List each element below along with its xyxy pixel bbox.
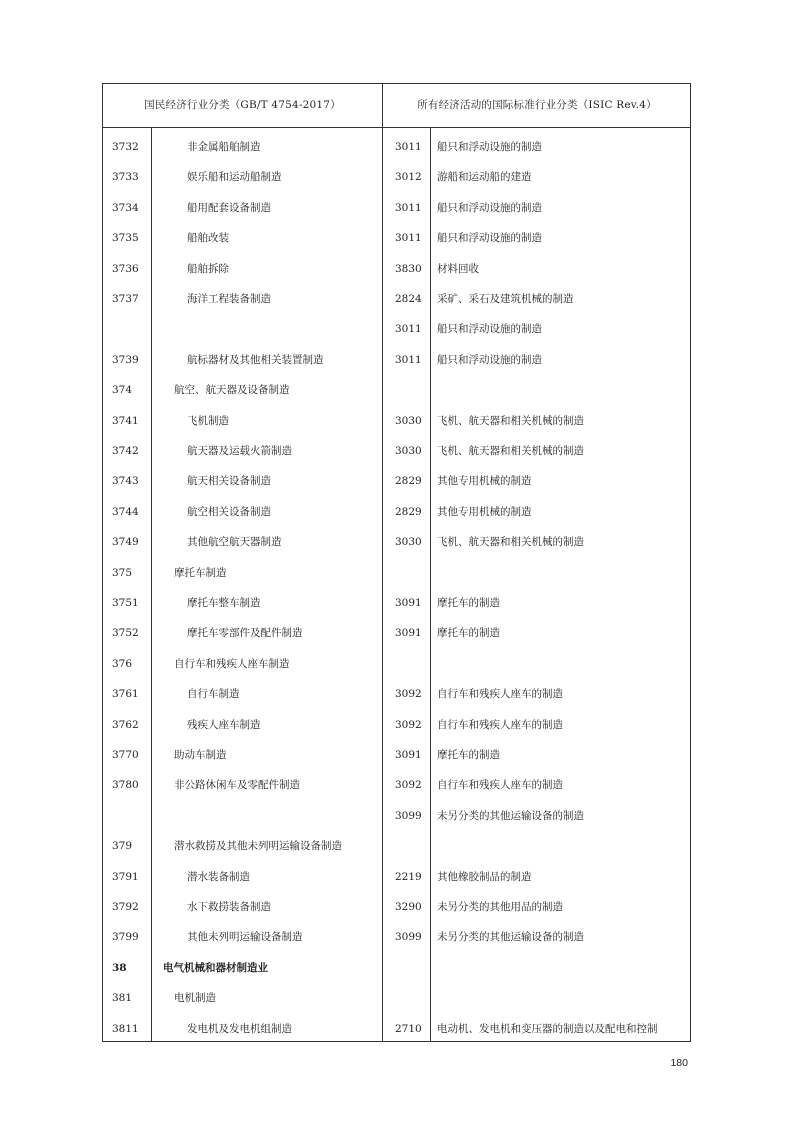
gbt-name: 摩托车整车制造 (187, 597, 261, 609)
table-row (103, 892, 690, 922)
gbt-code: 3741 (112, 414, 139, 427)
gbt-code: 3743 (112, 475, 139, 488)
gbt-code: 375 (112, 566, 133, 579)
isic-code: 2710 (395, 1022, 422, 1035)
classification-table (102, 83, 691, 1042)
isic-code: 3099 (395, 931, 422, 944)
table-row (103, 193, 690, 223)
isic-code: 2824 (395, 293, 422, 305)
isic-name: 船只和浮动设施的制造 (437, 201, 542, 214)
gbt-name: 自行车和残疾人座车制造 (174, 657, 290, 670)
table-row (103, 710, 690, 740)
table-row (103, 618, 690, 648)
gbt-code: 3799 (112, 931, 139, 944)
gbt-name: 航空相关设备制造 (187, 505, 271, 518)
table-row (103, 406, 690, 436)
gbt-name: 电气机械和器材制造业 (163, 961, 268, 974)
gbt-code: 374 (112, 384, 133, 397)
gbt-name: 航天相关设备制造 (187, 475, 271, 488)
table-row (103, 862, 690, 892)
isic-code: 3091 (395, 749, 422, 761)
isic-code: 3091 (395, 627, 422, 640)
gbt-code: 381 (112, 992, 133, 1005)
gbt-name: 船用配套设备制造 (187, 201, 271, 214)
isic-name: 摩托车的制造 (437, 597, 500, 609)
table-row (103, 649, 690, 679)
gbt-code: 3732 (112, 141, 139, 153)
gbt-code: 3761 (112, 688, 139, 701)
isic-code: 3011 (395, 353, 422, 366)
gbt-code: 38 (112, 961, 127, 974)
table-row (103, 497, 690, 527)
table-row (103, 922, 690, 952)
gbt-name: 娱乐船和运动船制造 (187, 171, 282, 184)
isic-code: 3099 (395, 809, 422, 822)
gbt-code: 3739 (112, 353, 139, 366)
isic-code: 3092 (395, 779, 422, 792)
isic-name: 摩托车的制造 (437, 627, 500, 640)
table-row (103, 375, 690, 405)
isic-name: 飞机、航天器和相关机械的制造 (437, 445, 584, 457)
page-number: 180 (670, 1057, 688, 1069)
isic-code: 3091 (395, 597, 422, 609)
gbt-code: 3737 (112, 293, 139, 305)
gbt-name: 海洋工程装备制造 (187, 293, 271, 305)
isic-code: 3030 (395, 414, 422, 427)
isic-name: 未另分类的其他运输设备的制造 (437, 809, 584, 822)
table-row (103, 314, 690, 344)
isic-name: 其他专用机械的制造 (437, 505, 532, 518)
isic-name: 未另分类的其他用品的制造 (437, 901, 563, 913)
gbt-name: 摩托车零部件及配件制造 (187, 627, 303, 640)
gbt-code: 3736 (112, 262, 139, 275)
isic-code: 3011 (395, 201, 422, 214)
gbt-code: 3762 (112, 718, 139, 731)
isic-code: 3092 (395, 688, 422, 701)
table-row (103, 1014, 690, 1044)
gbt-code: 3811 (112, 1022, 139, 1035)
table-row (103, 527, 690, 557)
gbt-name: 潜水装备制造 (187, 870, 250, 883)
table-row (103, 679, 690, 709)
gbt-name: 船舶拆除 (187, 262, 229, 275)
header-isic-classification: 所有经济活动的国际标准行业分类（ISIC Rev.4） (417, 99, 657, 111)
table-row (103, 983, 690, 1013)
isic-code: 3030 (395, 445, 422, 457)
isic-code: 2219 (395, 870, 422, 883)
isic-code: 3030 (395, 536, 422, 549)
isic-code: 3011 (395, 141, 422, 153)
gbt-name: 其他航空航天器制造 (187, 536, 282, 549)
isic-name: 摩托车的制造 (437, 749, 500, 761)
table-row (103, 466, 690, 496)
isic-code: 2829 (395, 505, 422, 518)
header-gbt-classification: 国民经济行业分类（GB/T 4754-2017） (144, 99, 341, 111)
gbt-name: 水下救捞装备制造 (187, 901, 271, 913)
isic-name: 未另分类的其他运输设备的制造 (437, 931, 584, 944)
isic-code: 3011 (395, 323, 422, 336)
gbt-code: 3749 (112, 536, 139, 549)
gbt-code: 3735 (112, 232, 139, 245)
isic-name: 其他橡胶制品的制造 (437, 870, 532, 883)
isic-name: 自行车和残疾人座车的制造 (437, 688, 563, 701)
gbt-name: 其他未列明运输设备制造 (187, 931, 303, 944)
gbt-code: 3744 (112, 505, 139, 518)
gbt-code: 379 (112, 840, 133, 853)
table-row (103, 953, 690, 983)
gbt-code: 3751 (112, 597, 139, 609)
isic-name: 船只和浮动设施的制造 (437, 353, 542, 366)
table-row (103, 345, 690, 375)
isic-name: 船只和浮动设施的制造 (437, 323, 542, 336)
gbt-code: 3780 (112, 779, 139, 792)
isic-name: 其他专用机械的制造 (437, 475, 532, 488)
gbt-name: 飞机制造 (187, 414, 229, 427)
isic-code: 3290 (395, 901, 422, 913)
isic-code: 3092 (395, 718, 422, 731)
isic-code: 3012 (395, 171, 422, 184)
gbt-name: 残疾人座车制造 (187, 718, 261, 731)
gbt-code: 376 (112, 657, 133, 670)
isic-name: 船只和浮动设施的制造 (437, 232, 542, 245)
isic-name: 游船和运动船的建造 (437, 171, 532, 184)
table-row (103, 132, 690, 162)
isic-name: 飞机、航天器和相关机械的制造 (437, 536, 584, 549)
gbt-name: 潜水救捞及其他未列明运输设备制造 (174, 840, 342, 853)
gbt-name: 航天器及运载火箭制造 (187, 445, 292, 457)
table-row (103, 223, 690, 253)
table-row (103, 436, 690, 466)
table-row (103, 254, 690, 284)
gbt-name: 电机制造 (174, 992, 216, 1005)
table-row (103, 558, 690, 588)
gbt-code: 3791 (112, 870, 139, 883)
isic-name: 自行车和残疾人座车的制造 (437, 779, 563, 792)
isic-code: 3830 (395, 262, 422, 275)
table-row (103, 801, 690, 831)
isic-name: 电动机、发电机和变压器的制造以及配电和控制 (437, 1022, 658, 1035)
table-row (103, 284, 690, 314)
isic-code: 2829 (395, 475, 422, 488)
isic-name: 材料回收 (437, 262, 479, 275)
isic-code: 3011 (395, 232, 422, 245)
gbt-code: 3770 (112, 749, 139, 761)
table-row (103, 770, 690, 800)
isic-name: 船只和浮动设施的制造 (437, 141, 542, 153)
gbt-code: 3792 (112, 901, 139, 913)
table-row (103, 831, 690, 861)
isic-name: 自行车和残疾人座车的制造 (437, 718, 563, 731)
gbt-name: 助动车制造 (174, 749, 227, 761)
isic-name: 飞机、航天器和相关机械的制造 (437, 414, 584, 427)
table-row (103, 588, 690, 618)
gbt-name: 航空、航天器及设备制造 (174, 384, 290, 397)
header-divider (103, 127, 690, 128)
gbt-code: 3742 (112, 445, 139, 457)
gbt-code: 3734 (112, 201, 139, 214)
table-row (103, 740, 690, 770)
gbt-name: 自行车制造 (187, 688, 240, 701)
gbt-name: 摩托车制造 (174, 566, 227, 579)
gbt-name: 非公路休闲车及零配件制造 (174, 779, 300, 792)
gbt-code: 3752 (112, 627, 139, 640)
gbt-name: 发电机及发电机组制造 (187, 1022, 292, 1035)
gbt-name: 船舶改装 (187, 232, 229, 245)
gbt-name: 航标器材及其他相关装置制造 (187, 353, 324, 366)
gbt-name: 非金属船舶制造 (187, 141, 261, 153)
gbt-code: 3733 (112, 171, 139, 184)
table-row (103, 162, 690, 192)
isic-name: 采矿、采石及建筑机械的制造 (437, 293, 574, 305)
